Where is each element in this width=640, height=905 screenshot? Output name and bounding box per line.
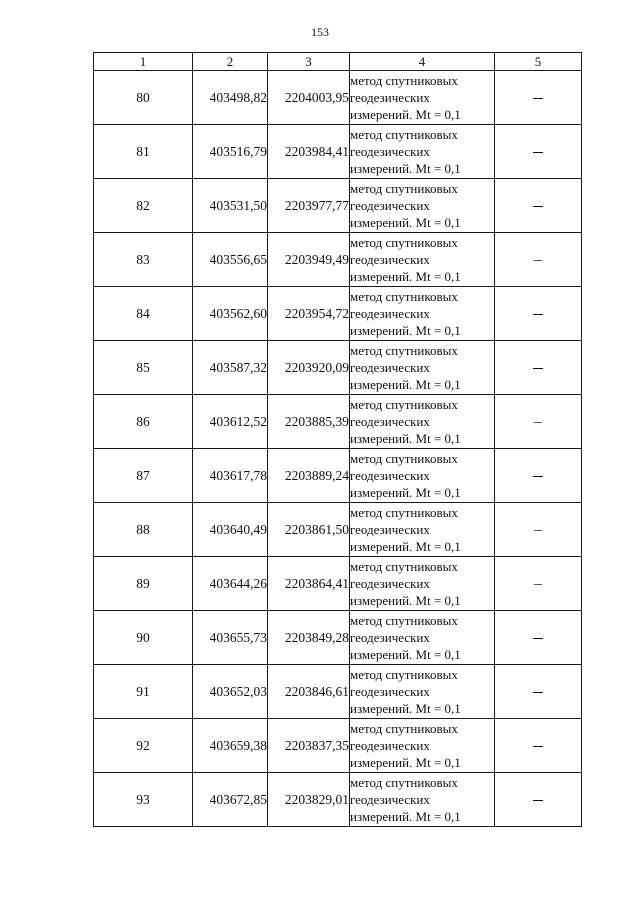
method-line: метод спутниковых xyxy=(350,559,458,574)
y-coordinate-cell: 2204003,95 xyxy=(268,71,350,125)
method-cell xyxy=(350,503,495,557)
note-cell xyxy=(495,719,582,773)
y-coordinate-cell: 2203846,61 xyxy=(268,665,350,719)
point-number-cell: 86 xyxy=(94,395,193,449)
table-row xyxy=(94,341,582,395)
method-cell xyxy=(350,449,495,503)
table-body xyxy=(94,71,582,827)
column-header: 2 xyxy=(193,53,268,71)
table-row xyxy=(94,503,582,557)
point-number-cell: 80 xyxy=(94,71,193,125)
table-row xyxy=(94,71,582,125)
method-line: измерений. Mt = 0,1 xyxy=(350,107,461,122)
note-cell xyxy=(495,395,582,449)
method-line: метод спутниковых xyxy=(350,289,458,304)
method-cell xyxy=(350,287,495,341)
point-number-cell: 92 xyxy=(94,719,193,773)
note-cell xyxy=(495,503,582,557)
method-cell xyxy=(350,665,495,719)
y-coordinate-cell: 2203977,77 xyxy=(268,179,350,233)
table-row xyxy=(94,719,582,773)
column-header: 1 xyxy=(94,53,193,71)
y-coordinate-cell: 2203889,24 xyxy=(268,449,350,503)
dash-mark xyxy=(534,530,542,531)
method-line: метод спутниковых xyxy=(350,235,458,250)
y-coordinate-cell: 2203837,35 xyxy=(268,719,350,773)
table-row xyxy=(94,395,582,449)
note-cell xyxy=(495,611,582,665)
point-number-cell: 81 xyxy=(94,125,193,179)
y-coordinate-cell: 2203864,41 xyxy=(268,557,350,611)
table-row xyxy=(94,773,582,827)
dash-mark xyxy=(533,314,543,316)
point-number-cell: 84 xyxy=(94,287,193,341)
method-line: геодезических xyxy=(350,90,430,105)
method-cell xyxy=(350,719,495,773)
note-cell xyxy=(495,341,582,395)
method-line: измерений. Mt = 0,1 xyxy=(350,431,461,446)
method-line: геодезических xyxy=(350,738,430,753)
y-coordinate-cell: 2203861,50 xyxy=(268,503,350,557)
y-coordinate-cell: 2203920,09 xyxy=(268,341,350,395)
method-cell xyxy=(350,179,495,233)
method-line: измерений. Mt = 0,1 xyxy=(350,269,461,284)
note-cell xyxy=(495,287,582,341)
method-line: метод спутниковых xyxy=(350,451,458,466)
dash-mark xyxy=(533,98,543,100)
table-row xyxy=(94,449,582,503)
x-coordinate-cell: 403498,82 xyxy=(193,71,268,125)
note-cell xyxy=(495,449,582,503)
dash-mark xyxy=(534,260,542,261)
point-number-cell: 91 xyxy=(94,665,193,719)
y-coordinate-cell: 2203849,28 xyxy=(268,611,350,665)
x-coordinate-cell: 403652,03 xyxy=(193,665,268,719)
method-line: метод спутниковых xyxy=(350,397,458,412)
dash-mark xyxy=(533,746,543,748)
note-cell xyxy=(495,773,582,827)
note-cell xyxy=(495,557,582,611)
x-coordinate-cell: 403655,73 xyxy=(193,611,268,665)
method-cell xyxy=(350,125,495,179)
point-number-cell: 88 xyxy=(94,503,193,557)
y-coordinate-cell: 2203954,72 xyxy=(268,287,350,341)
method-cell xyxy=(350,71,495,125)
x-coordinate-cell: 403587,32 xyxy=(193,341,268,395)
method-line: геодезических xyxy=(350,522,430,537)
method-line: геодезических xyxy=(350,468,430,483)
x-coordinate-cell: 403644,26 xyxy=(193,557,268,611)
dash-mark xyxy=(533,800,543,802)
table-row xyxy=(94,125,582,179)
method-line: измерений. Mt = 0,1 xyxy=(350,647,461,662)
method-line: геодезических xyxy=(350,684,430,699)
method-line: метод спутниковых xyxy=(350,721,458,736)
method-line: геодезических xyxy=(350,576,430,591)
y-coordinate-cell: 2203885,39 xyxy=(268,395,350,449)
method-line: геодезических xyxy=(350,306,430,321)
x-coordinate-cell: 403556,65 xyxy=(193,233,268,287)
method-line: геодезических xyxy=(350,252,430,267)
dash-mark xyxy=(534,422,542,423)
table-row xyxy=(94,557,582,611)
dash-mark xyxy=(533,152,543,154)
method-line: измерений. Mt = 0,1 xyxy=(350,755,461,770)
point-number-cell: 87 xyxy=(94,449,193,503)
point-number-cell: 89 xyxy=(94,557,193,611)
column-header: 3 xyxy=(268,53,350,71)
table-row xyxy=(94,179,582,233)
method-line: измерений. Mt = 0,1 xyxy=(350,323,461,338)
x-coordinate-cell: 403562,60 xyxy=(193,287,268,341)
note-cell xyxy=(495,233,582,287)
x-coordinate-cell: 403531,50 xyxy=(193,179,268,233)
x-coordinate-cell: 403617,78 xyxy=(193,449,268,503)
table-row xyxy=(94,611,582,665)
table-row xyxy=(94,287,582,341)
y-coordinate-cell: 2203949,49 xyxy=(268,233,350,287)
dash-mark xyxy=(533,368,543,370)
point-number-cell: 93 xyxy=(94,773,193,827)
method-line: метод спутниковых xyxy=(350,505,458,520)
note-cell xyxy=(495,71,582,125)
method-cell xyxy=(350,395,495,449)
method-cell xyxy=(350,233,495,287)
method-line: измерений. Mt = 0,1 xyxy=(350,215,461,230)
method-line: геодезических xyxy=(350,198,430,213)
point-number-cell: 83 xyxy=(94,233,193,287)
method-line: метод спутниковых xyxy=(350,775,458,790)
method-line: геодезических xyxy=(350,144,430,159)
dash-mark xyxy=(533,638,543,640)
x-coordinate-cell: 403672,85 xyxy=(193,773,268,827)
page-number: 153 xyxy=(311,25,329,39)
method-line: измерений. Mt = 0,1 xyxy=(350,377,461,392)
table-header-row xyxy=(94,53,582,71)
note-cell xyxy=(495,665,582,719)
method-line: геодезических xyxy=(350,630,430,645)
method-line: геодезических xyxy=(350,792,430,807)
method-cell xyxy=(350,611,495,665)
method-line: измерений. Mt = 0,1 xyxy=(350,539,461,554)
method-line: геодезических xyxy=(350,414,430,429)
method-line: метод спутниковых xyxy=(350,667,458,682)
method-line: метод спутниковых xyxy=(350,343,458,358)
method-line: метод спутниковых xyxy=(350,73,458,88)
column-header: 5 xyxy=(495,53,582,71)
x-coordinate-cell: 403612,52 xyxy=(193,395,268,449)
point-number-cell: 82 xyxy=(94,179,193,233)
method-line: геодезических xyxy=(350,360,430,375)
table-row xyxy=(94,665,582,719)
coordinates-table xyxy=(93,52,582,827)
method-line: измерений. Mt = 0,1 xyxy=(350,161,461,176)
x-coordinate-cell: 403516,79 xyxy=(193,125,268,179)
column-header: 4 xyxy=(350,53,495,71)
method-line: метод спутниковых xyxy=(350,613,458,628)
method-line: измерений. Mt = 0,1 xyxy=(350,809,461,824)
x-coordinate-cell: 403640,49 xyxy=(193,503,268,557)
method-cell xyxy=(350,341,495,395)
y-coordinate-cell: 2203984,41 xyxy=(268,125,350,179)
dash-mark xyxy=(534,584,542,585)
note-cell xyxy=(495,179,582,233)
x-coordinate-cell: 403659,38 xyxy=(193,719,268,773)
method-line: метод спутниковых xyxy=(350,181,458,196)
method-line: измерений. Mt = 0,1 xyxy=(350,593,461,608)
method-cell xyxy=(350,557,495,611)
method-cell xyxy=(350,773,495,827)
method-line: метод спутниковых xyxy=(350,127,458,142)
note-cell xyxy=(495,125,582,179)
point-number-cell: 90 xyxy=(94,611,193,665)
dash-mark xyxy=(533,476,543,478)
table-row xyxy=(94,233,582,287)
y-coordinate-cell: 2203829,01 xyxy=(268,773,350,827)
dash-mark xyxy=(533,692,543,694)
dash-mark xyxy=(533,206,543,208)
method-line: измерений. Mt = 0,1 xyxy=(350,485,461,500)
point-number-cell: 85 xyxy=(94,341,193,395)
method-line: измерений. Mt = 0,1 xyxy=(350,701,461,716)
